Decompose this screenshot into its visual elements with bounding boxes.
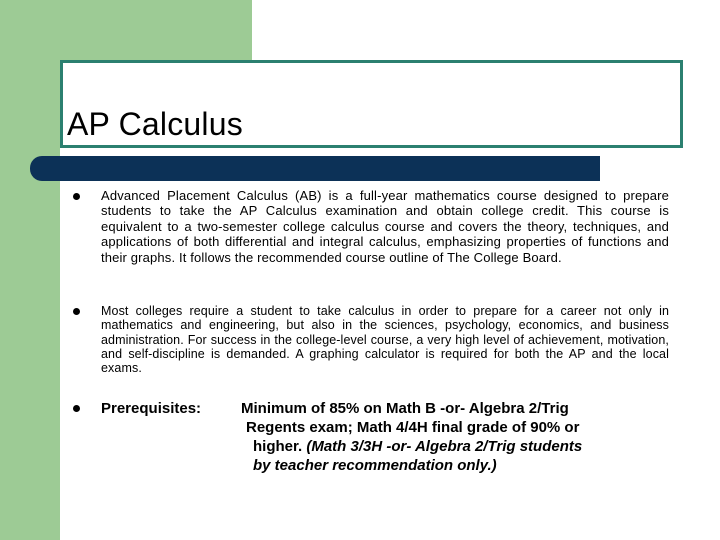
bullet-text: Advanced Placement Calculus (AB) is a full-year mathematics course designed to prepare students to take the AP Calculus examination and obtain college credit. This course is equivalent to a two-semester college calculus course and covers the theory, techniques, and applications of both differential and integral calculus, emphasizing properties of functions and their graphs. It follows the recommended course outline of The College Board. <box>101 188 669 265</box>
bullet-dot-icon <box>73 308 80 315</box>
top-accent-block <box>60 0 252 60</box>
prerequisites-label: Prerequisites: <box>101 400 202 417</box>
prereq-line-2: Regents exam; Math 4/4H final grade of 90% or <box>246 419 580 436</box>
prereq-line-4: by teacher recommendation only.) <box>253 457 497 474</box>
slide-title: AP Calculus <box>67 106 243 142</box>
side-accent-bar <box>0 0 60 540</box>
title-underline-bar <box>30 156 600 181</box>
prerequisites-text <box>241 399 681 475</box>
prereq-line-3-italic: (Math 3/3H -or- Algebra 2/Trig students <box>306 438 583 455</box>
prereq-line-3-plain: higher. <box>253 438 307 455</box>
prereq-line-1: Minimum of 85% on Math B -or- Algebra 2/Trig <box>241 400 569 417</box>
bullet-dot-icon <box>73 405 80 412</box>
prereq-line-3 <box>241 437 681 456</box>
bullet-dot-icon <box>73 193 80 200</box>
bullet-text: Most colleges require a student to take calculus in order to prepare for a career not only in mathematics and engineering, but also in the sciences, psychology, economics, and business administration. For success in the college-level course, a very high level of achievement, motivation, and self-discipline is demanded. A graphing calculator is required for both the AP and the local exams. <box>101 304 669 376</box>
